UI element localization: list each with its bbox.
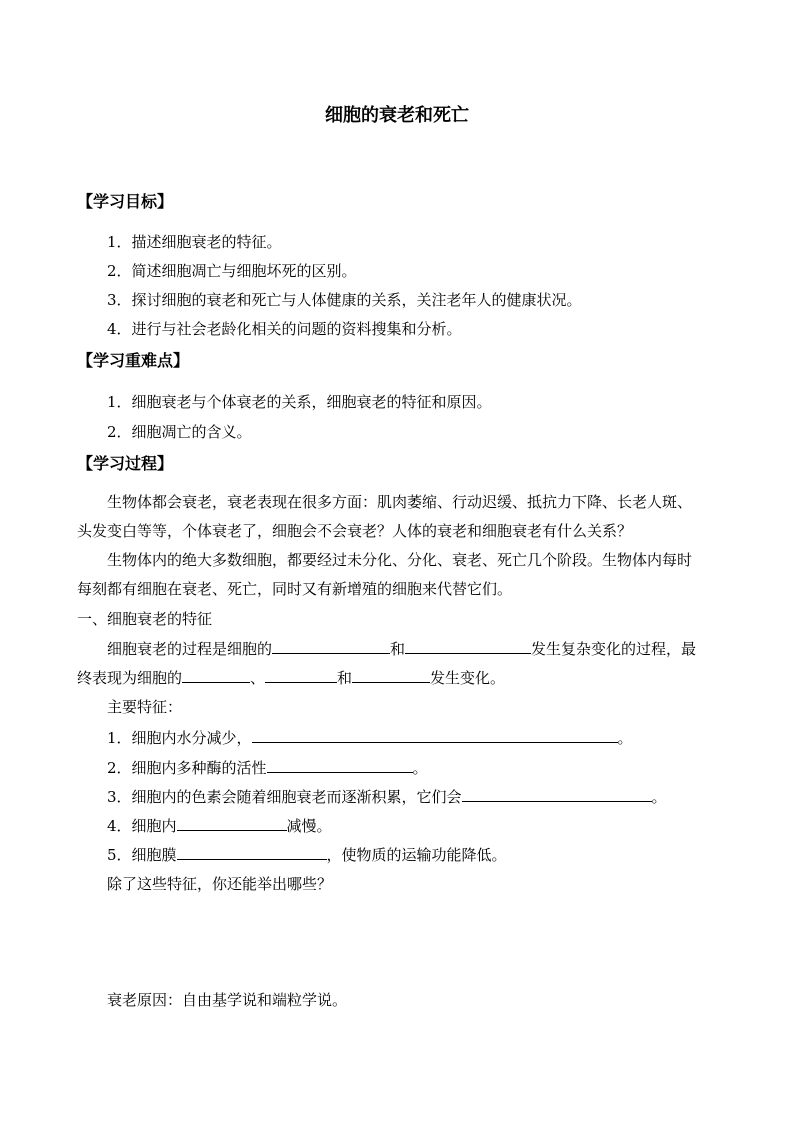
- fill-sentence-2-text-d: 发生变化。: [430, 669, 506, 687]
- objectives-heading: 【学习目标】: [77, 192, 174, 211]
- fill-sentence-2-text-b: 、: [250, 669, 266, 687]
- fill-sentence-2-text-a: 终表现为细胞的: [77, 669, 183, 687]
- fill-blank: [177, 844, 327, 860]
- fill-sentence-1-text-a: 细胞衰老的过程是细胞的: [107, 640, 273, 658]
- key-point-item-1: 1．细胞衰老与个体衰老的关系，细胞衰老的特征和原因。: [107, 393, 492, 411]
- objective-item-3: 3．探讨细胞的衰老和死亡与人体健康的关系，关注老年人的健康状况。: [107, 291, 582, 309]
- feature-item-4-end: 减慢。: [286, 817, 332, 835]
- aging-cause: 衰老原因：自由基学说和端粒学说。: [107, 991, 348, 1009]
- page-title: 细胞的衰老和死亡: [325, 105, 469, 126]
- extra-question: 除了这些特征，你还能举出哪些？: [107, 875, 333, 893]
- fill-blank: [182, 667, 250, 683]
- fill-sentence-2-text-c: 和: [337, 669, 353, 687]
- fill-sentence-1-text-c: 发生复杂变化的过程，最: [531, 640, 697, 658]
- feature-item-3-text: 3．细胞内的色素会随着细胞衰老而逐渐积累，它们会: [107, 788, 462, 806]
- feature-item-1-text: 1．细胞内水分减少，: [107, 729, 252, 747]
- key-points-heading: 【学习重难点】: [77, 351, 190, 370]
- objective-item-1: 1．描述细胞衰老的特征。: [107, 233, 282, 251]
- fill-blank: [462, 786, 652, 802]
- fill-blank: [177, 815, 287, 831]
- intro-paragraph-2-line-2: 每刻都有细胞在衰老、死亡，同时又有新增殖的细胞来代替它们。: [77, 580, 513, 598]
- fill-blank: [272, 638, 390, 654]
- key-point-item-2: 2．细胞凋亡的含义。: [107, 423, 252, 441]
- feature-item-2: [107, 757, 428, 778]
- process-heading: 【学习过程】: [77, 454, 174, 473]
- fill-sentence-1: [107, 638, 696, 659]
- feature-item-5-end: ，使物质的运输功能降低。: [326, 846, 507, 864]
- feature-item-1-end: 。: [617, 729, 633, 747]
- feature-item-5-text: 5．细胞膜: [107, 846, 177, 864]
- feature-item-4: [107, 815, 332, 836]
- fill-sentence-1-text-b: 和: [390, 640, 406, 658]
- feature-item-3: [107, 786, 667, 807]
- objective-item-2: 2．简述细胞凋亡与细胞坏死的区别。: [107, 262, 357, 280]
- feature-item-4-text: 4．细胞内: [107, 817, 177, 835]
- fill-sentence-2: [77, 667, 505, 688]
- feature-item-1: [107, 727, 633, 748]
- feature-item-2-text: 2．细胞内多种酶的活性: [107, 759, 267, 777]
- intro-paragraph-1-line-1: 生物体都会衰老，衰老表现在很多方面：肌肉萎缩、行动迟缓、抵抗力下降、长老人斑、: [107, 493, 693, 511]
- main-features-label: 主要特征：: [107, 698, 183, 716]
- feature-item-2-end: 。: [412, 759, 428, 777]
- fill-blank: [267, 757, 413, 773]
- intro-paragraph-2-line-1: 生物体内的绝大多数细胞，都要经过未分化、分化、衰老、死亡几个阶段。生物体内每时: [107, 551, 693, 569]
- fill-blank: [252, 727, 618, 743]
- intro-paragraph-1-line-2: 头发变白等等，个体衰老了，细胞会不会衰老？人体的衰老和细胞衰老有什么关系？: [77, 522, 633, 540]
- section-1-heading: 一、细胞衰老的特征: [77, 610, 213, 628]
- fill-blank: [352, 667, 430, 683]
- objective-item-4: 4．进行与社会老龄化相关的问题的资料搜集和分析。: [107, 320, 462, 338]
- fill-blank: [405, 638, 531, 654]
- feature-item-3-end: 。: [651, 788, 667, 806]
- feature-item-5: [107, 844, 507, 865]
- fill-blank: [265, 667, 337, 683]
